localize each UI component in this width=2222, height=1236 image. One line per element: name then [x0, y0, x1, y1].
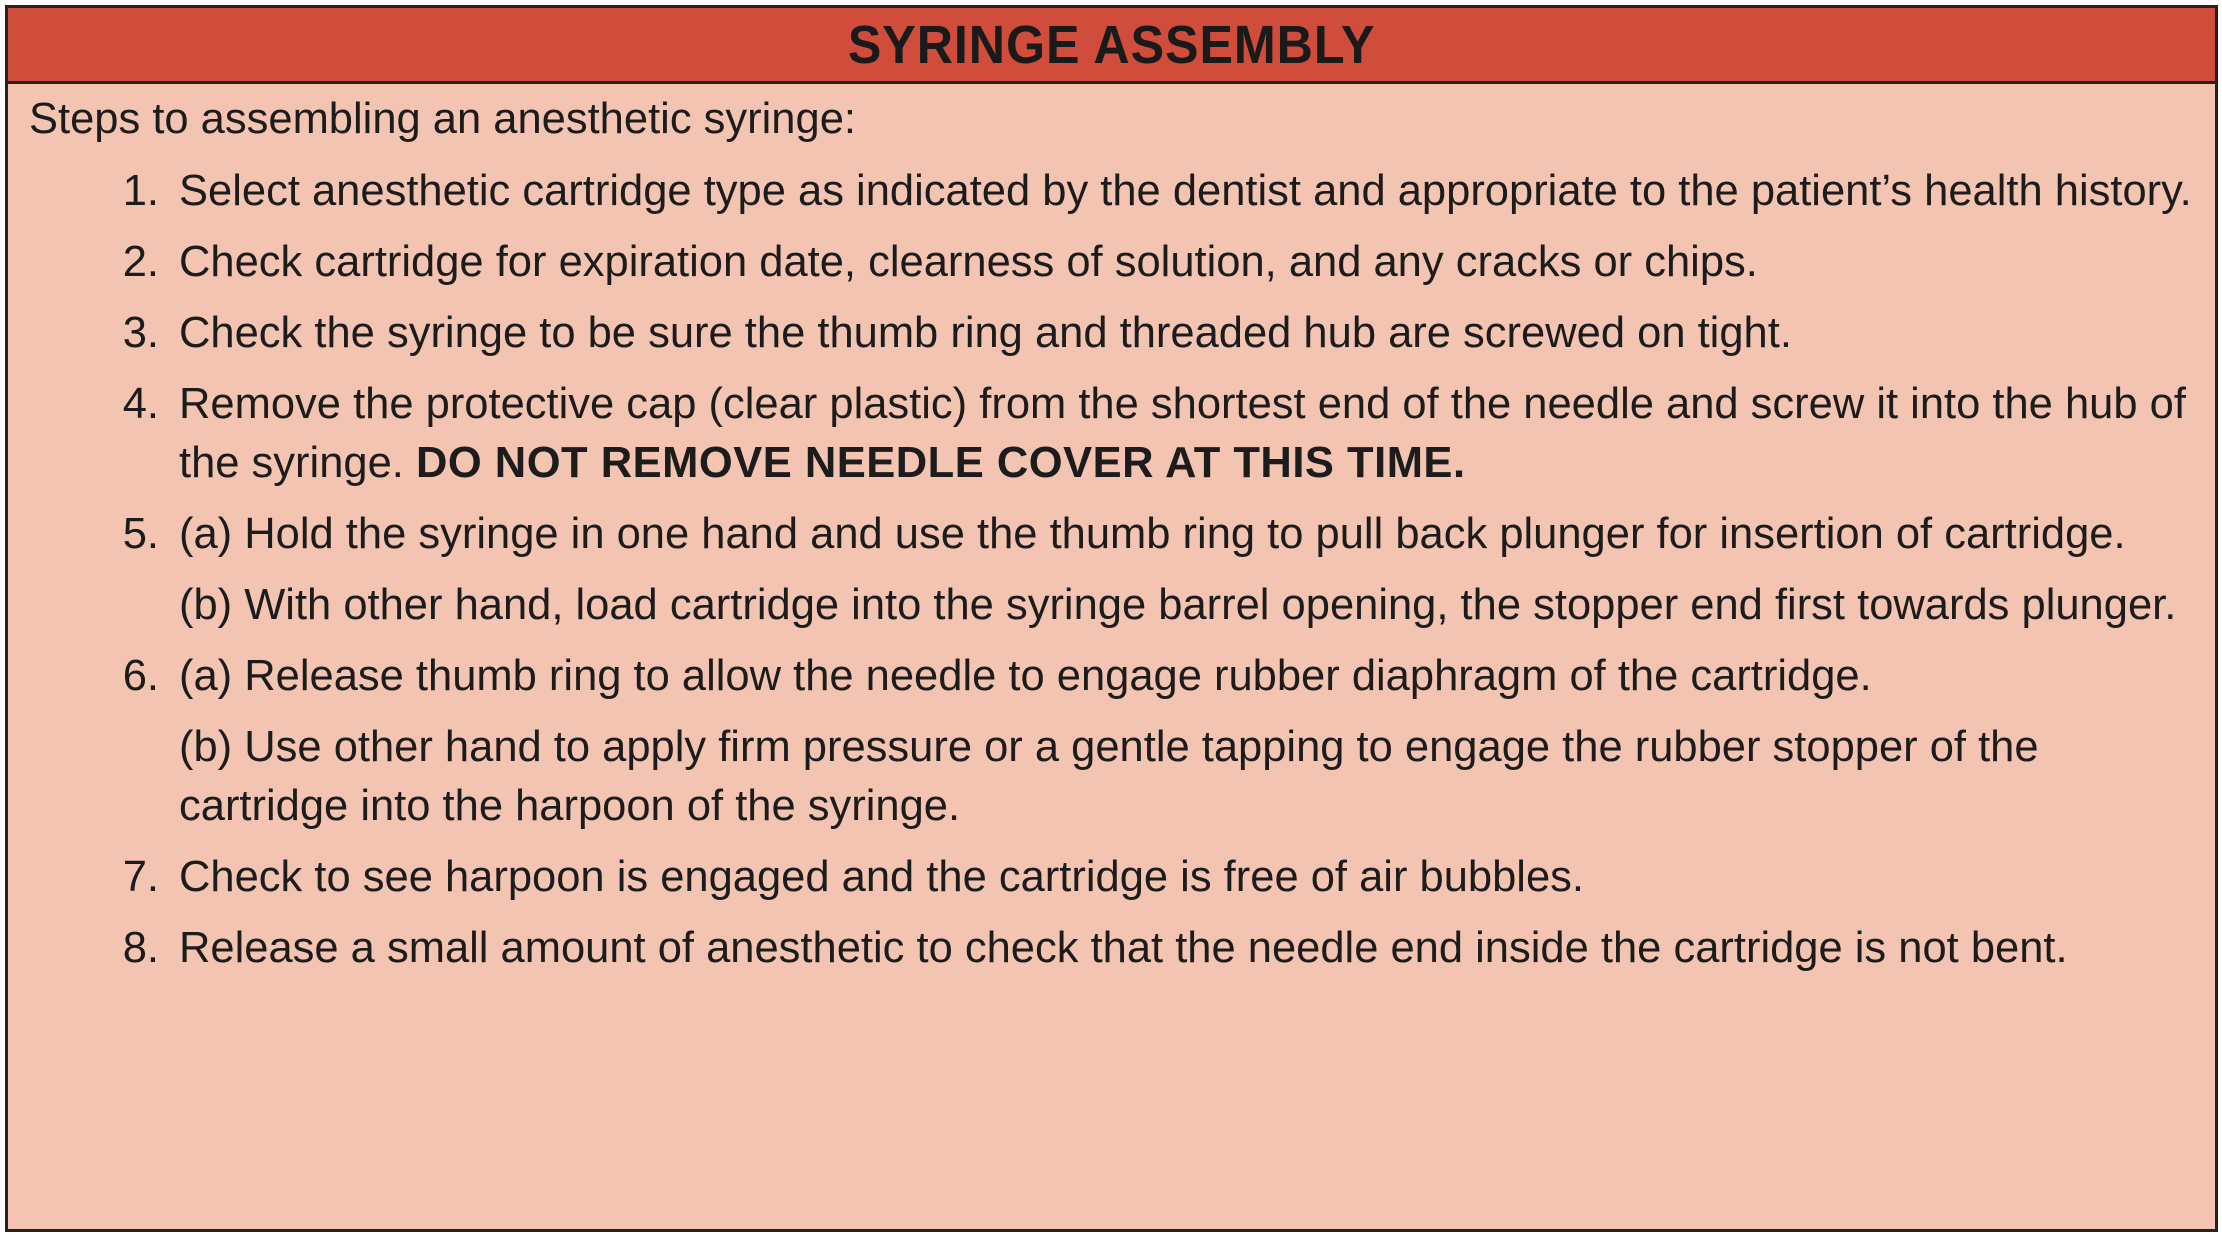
step-number: 2. [122, 238, 159, 286]
step-body [179, 919, 2215, 978]
syringe-assembly-box [5, 5, 2218, 1232]
step-5 [29, 505, 2215, 635]
title-bar [8, 8, 2215, 84]
intro-text: Steps to assembling an anesthetic syringe: [29, 95, 856, 143]
step-number: 4. [122, 380, 159, 428]
substep-a: (a) Release thumb ring to allow the needle to engage rubber diaphragm of the cartridge. [179, 652, 1872, 700]
substep-b: (b) With other hand, load cartridge into the syringe barrel opening, the stopper end first towards plunger. [179, 581, 2177, 629]
step-text: Select anesthetic cartridge type as indicated by the dentist and appropriate to the patient’s health history. [179, 167, 2192, 215]
step-number: 5. [122, 510, 159, 558]
substep-a: (a) Hold the syringe in one hand and use the thumb ring to pull back plunger for insertion of cartridge. [179, 510, 2126, 558]
step-number: 8. [122, 924, 159, 972]
step-text: Remove the protective cap (clear plastic) from the shortest end of the needle and screw it into the hub of the syringe. [179, 380, 2186, 487]
step-body [179, 304, 2215, 363]
substep-b: (b) Use other hand to apply firm pressure or a gentle tapping to engage the rubber stopper of the cartridge into the harpoon of the syringe. [179, 723, 2039, 830]
steps-list [29, 162, 2215, 978]
step-body [179, 233, 2215, 292]
step-text: Check cartridge for expiration date, clearness of solution, and any cracks or chips. [179, 238, 1758, 286]
box-title: SYRINGE ASSEMBLY [847, 14, 1376, 75]
step-4 [29, 375, 2215, 493]
step-number: 3. [122, 309, 159, 357]
step-text: Check to see harpoon is engaged and the cartridge is free of air bubbles. [179, 853, 1584, 901]
step-number: 7. [122, 853, 159, 901]
step-8 [29, 919, 2215, 978]
step-body [179, 505, 2215, 635]
step-6 [29, 647, 2215, 836]
step-text-with-warning [179, 375, 2195, 493]
box-content [8, 84, 2215, 978]
step-body [179, 162, 2215, 221]
step-text: Check the syringe to be sure the thumb ring and threaded hub are screwed on tight. [179, 309, 1792, 357]
step-body [179, 647, 2215, 836]
step-text: Release a small amount of anesthetic to check that the needle end inside the cartridge is not bent. [179, 924, 2068, 972]
step-number: 6. [122, 652, 159, 700]
step-2 [29, 233, 2215, 292]
step-1 [29, 162, 2215, 221]
step-body [179, 375, 2215, 493]
step-3 [29, 304, 2215, 363]
step-7 [29, 848, 2215, 907]
warning-text: DO NOT REMOVE NEEDLE COVER AT THIS TIME. [415, 439, 1466, 487]
step-number: 1. [122, 167, 159, 215]
step-body [179, 848, 2215, 907]
